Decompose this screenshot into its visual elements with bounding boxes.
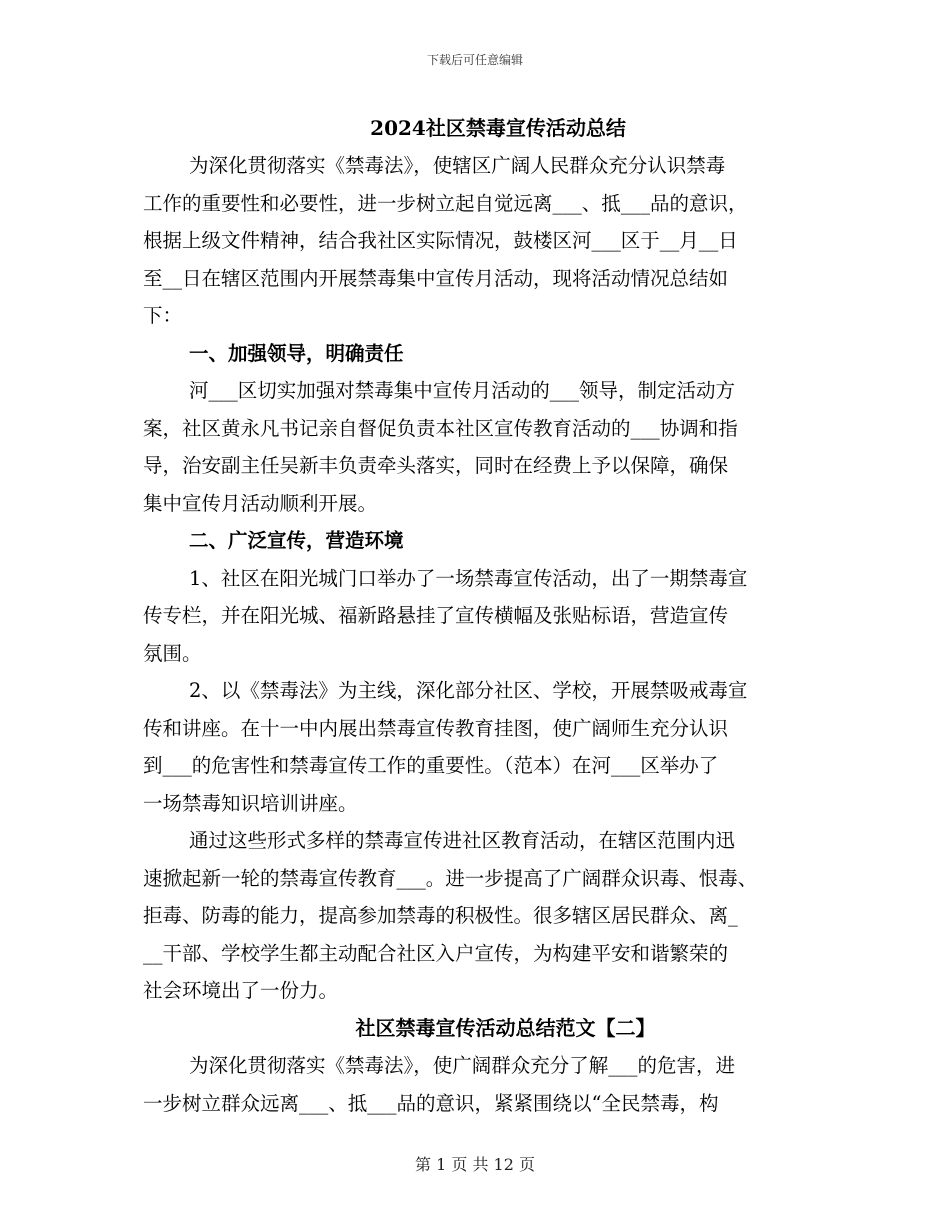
page-header: 下载后可任意编辑 — [426, 53, 523, 67]
section-2-item-2 — [143, 672, 823, 822]
text-line: 案，社区黄永凡书记亲自督促负责本社区宣传教育活动的___协调和指 — [143, 416, 738, 440]
text-line: 传和讲座。在十一中内展出禁毒宣传教育挂图，使广阔师生充分认识 — [143, 716, 729, 740]
section-2-summary — [143, 822, 823, 1010]
text-line: 氛围。 — [143, 641, 202, 665]
page-footer: 第 1 页 共 12 页 — [415, 1155, 535, 1174]
text-line: 拒毒、防毒的能力，提高参加禁毒的积极性。很多辖区居民群众、离_ — [143, 904, 738, 927]
text-line: 一场禁毒知识培训讲座。 — [143, 791, 358, 815]
text-line: 传专栏，并在阳光城、福新路悬挂了宣传横幅及张贴标语，营造宣传 — [143, 604, 729, 627]
text-line: 为深化贯彻落实《禁毒法》，使广阔群众充分了解___的危害，进 — [189, 1054, 736, 1077]
text-line: 2、以《禁毒法》为主线，深化部分社区、学校，开展禁吸戒毒宣 — [189, 679, 748, 702]
text-line: 一步树立群众远离___、抵___品的意识，紧紧围绕以“全民禁毒，构 — [143, 1091, 719, 1115]
text-line: 为深化贯彻落实《禁毒法》，使辖区广阔人民群众充分认识禁毒 — [189, 154, 726, 177]
text-line: 至__日在辖区范围内开展禁毒集中宣传月活动，现将活动情况总结如 — [143, 266, 729, 290]
part-2-paragraph — [143, 1047, 823, 1122]
section-2-item-1 — [143, 560, 823, 673]
text-line: 到___的危害性和禁毒宣传工作的重要性。（范本）在河___区举办了 — [143, 754, 719, 777]
text-line: 导，治安副主任吴新丰负责牵头落实，同时在经费上予以保障，确保 — [143, 454, 729, 477]
section-1-paragraph — [143, 372, 823, 522]
text-line: 1、社区在阳光城门口举办了一场禁毒宣传活动，出了一期禁毒宣 — [189, 566, 748, 590]
text-line: __干部、学校学生都主动配合社区入户宣传，为构建平安和谐繁荣的 — [143, 941, 729, 965]
text-line: 通过这些形式多样的禁毒宣传进社区教育活动，在辖区范围内迅 — [189, 829, 736, 852]
section-heading-1: 一、加强领导，明确责任 — [189, 341, 404, 365]
text-line: 下： — [143, 304, 183, 327]
intro-paragraph — [143, 147, 823, 335]
second-document-title: 社区禁毒宣传活动总结范文【二】 — [355, 1015, 656, 1040]
text-line: 速掀起新一轮的禁毒宣传教育___。进一步提高了广阔群众识毒、恨毒、 — [143, 866, 758, 890]
document-body — [143, 112, 823, 1122]
section-heading-2: 二、广泛宣传，营造环境 — [189, 529, 404, 552]
document-title: 2024社区禁毒宣传活动总结 — [370, 116, 626, 140]
text-line: 根据上级文件精神，结合我社区实际情况，鼓楼区河___区于__月__日 — [143, 229, 738, 252]
text-line: 集中宣传月活动顺利开展。 — [143, 491, 378, 515]
text-line: 社会环境出了一份力。 — [143, 979, 339, 1002]
text-line: 工作的重要性和必要性，进一步树立起自觉远离___、抵___品的意识， — [143, 191, 748, 215]
text-line: 河___区切实加强对禁毒集中宣传月活动的___领导，制定活动方 — [189, 379, 736, 402]
